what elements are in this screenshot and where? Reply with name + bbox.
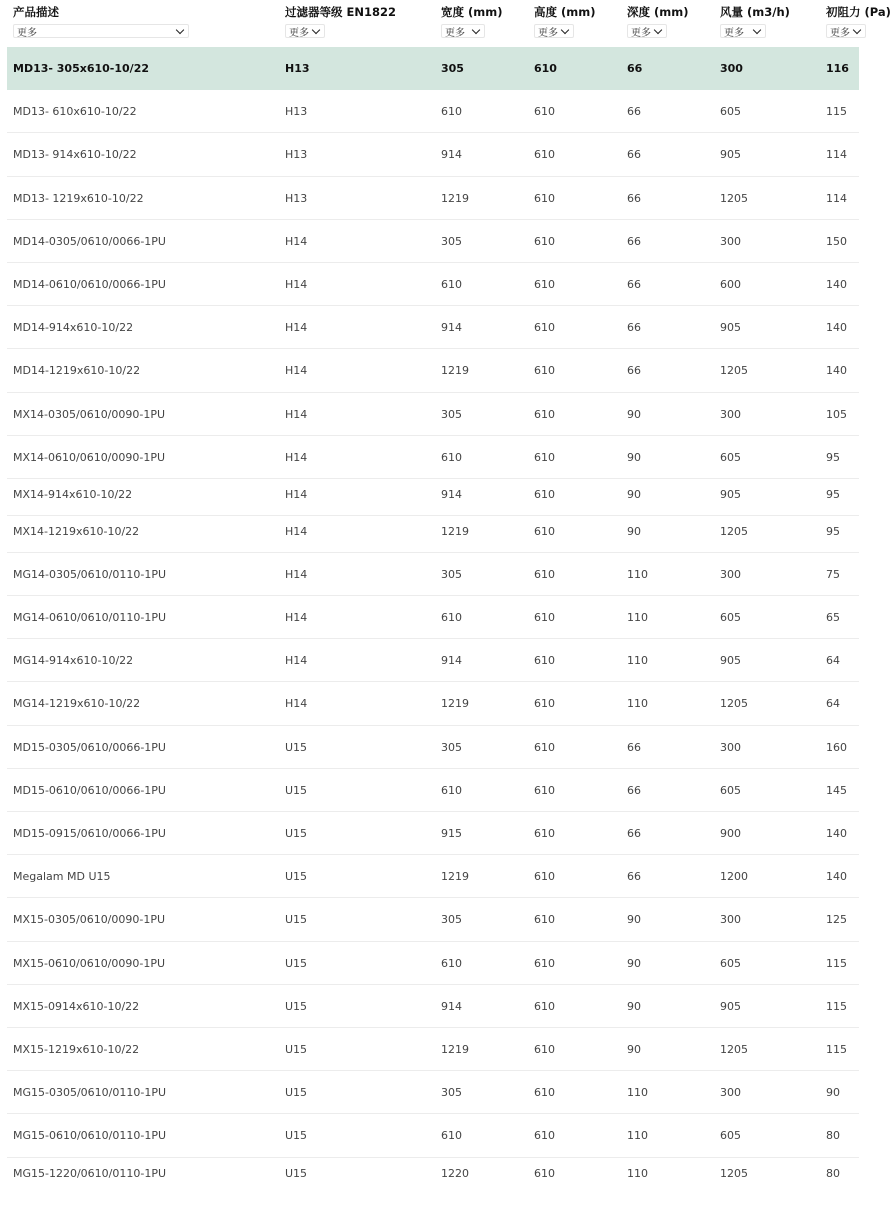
filter-select-resistance[interactable] [826,24,866,38]
resistance-cell: 140 [826,321,847,335]
resistance-cell: 160 [826,740,847,754]
airflow-cell: 1205 [720,697,748,711]
width-cell: 305 [441,407,462,421]
header-initial-resistance [826,4,891,38]
resistance-cell: 125 [826,913,847,927]
height-cell: 610 [534,321,555,335]
product-name-cell: MD13- 1219x610-10/22 [13,191,144,205]
depth-cell: 66 [627,783,641,797]
product-name-cell: MD15-0305/0610/0066-1PU [13,740,166,754]
depth-cell: 110 [627,1166,648,1180]
header-label: 产品描述 [13,5,59,19]
depth-cell: 110 [627,611,648,625]
filter-class-cell: H14 [285,524,308,538]
height-cell: 610 [534,697,555,711]
table-row[interactable] [7,1158,859,1195]
resistance-cell: 115 [826,956,847,970]
product-name-cell: MX15-0305/0610/0090-1PU [13,913,166,927]
height-cell: 610 [534,611,555,625]
table-row[interactable] [7,1114,859,1157]
product-name-cell: MD13- 914x610-10/22 [13,148,137,162]
resistance-cell: 150 [826,234,847,248]
chevron-down-icon [561,25,569,33]
header-label: 过滤器等级 EN1822 [285,5,396,19]
filter-select-width[interactable] [441,24,485,38]
airflow-cell: 300 [720,407,741,421]
depth-cell: 90 [627,450,641,464]
product-name-cell: MX14-1219x610-10/22 [13,524,140,538]
product-name-cell: MG14-0610/0610/0110-1PU [13,611,167,625]
resistance-cell: 140 [826,364,847,378]
depth-cell: 90 [627,407,641,421]
height-cell: 610 [534,654,555,668]
height-cell: 610 [534,913,555,927]
height-cell: 610 [534,364,555,378]
width-cell: 305 [441,1086,462,1100]
airflow-cell: 300 [720,1086,741,1100]
depth-cell: 90 [627,524,641,538]
resistance-cell: 80 [826,1166,840,1180]
product-name-cell: MD14-1219x610-10/22 [13,364,141,378]
header-label: 宽度 (mm) [441,5,503,19]
height-cell: 610 [534,567,555,581]
filter-class-cell: H13 [285,105,308,119]
table-row[interactable] [7,639,859,682]
filter-select-value: 更多 [538,27,558,39]
table-row[interactable] [7,133,859,176]
product-name-cell: MD14-914x610-10/22 [13,321,134,335]
height-cell: 610 [534,450,555,464]
width-cell: 915 [441,827,462,840]
filter-class-cell: U15 [285,1042,308,1056]
product-name-cell: MX15-0914x610-10/22 [13,999,140,1013]
filter-class-cell: H14 [285,407,308,421]
airflow-cell: 905 [720,487,741,501]
resistance-cell: 116 [826,62,849,75]
chevron-down-icon [654,25,662,33]
height-cell: 610 [534,1086,555,1100]
depth-cell: 66 [627,148,641,162]
depth-cell: 66 [627,321,641,335]
width-cell: 1219 [441,1042,469,1056]
product-name-cell: MG15-1220/0610/0110-1PU [13,1166,167,1180]
filter-select-value: 更多 [631,27,651,39]
depth-cell: 66 [627,364,641,378]
width-cell: 305 [441,740,462,754]
airflow-cell: 300 [720,62,743,75]
table-row[interactable] [7,726,859,769]
product-name-cell: MD13- 305x610-10/22 [13,62,149,75]
resistance-cell: 64 [826,654,840,668]
depth-cell: 90 [627,1042,641,1056]
height-cell: 610 [534,1166,555,1180]
depth-cell: 90 [627,913,641,927]
filter-class-cell: H14 [285,697,308,711]
depth-cell: 66 [627,827,641,840]
filter-class-cell: U15 [285,1129,308,1143]
width-cell: 1219 [441,870,469,884]
filter-select-class[interactable] [285,24,325,38]
height-cell: 610 [534,827,555,840]
depth-cell: 66 [627,191,641,205]
header-label: 风量 (m3/h) [720,5,790,19]
filter-select-airflow[interactable] [720,24,766,38]
width-cell: 914 [441,999,462,1013]
width-cell: 610 [441,105,462,119]
width-cell: 914 [441,148,462,162]
filter-class-cell: H14 [285,364,308,378]
resistance-cell: 115 [826,999,847,1013]
header-filter-class [285,4,396,38]
resistance-cell: 140 [826,870,847,884]
airflow-cell: 1205 [720,364,748,378]
table-row[interactable] [7,436,859,479]
depth-cell: 66 [627,62,643,75]
product-name-cell: MX14-0305/0610/0090-1PU [13,407,166,421]
height-cell: 610 [534,191,555,205]
table-row[interactable] [7,682,859,725]
resistance-cell: 90 [826,1086,840,1100]
width-cell: 914 [441,487,462,501]
table-row[interactable] [7,220,859,263]
product-name-cell: MG14-1219x610-10/22 [13,697,141,711]
airflow-cell: 905 [720,654,741,668]
depth-cell: 66 [627,105,641,119]
height-cell: 610 [534,62,557,75]
height-cell: 610 [534,956,555,970]
airflow-cell: 605 [720,105,741,119]
resistance-cell: 75 [826,567,840,581]
height-cell: 610 [534,1129,555,1143]
depth-cell: 90 [627,956,641,970]
resistance-cell: 140 [826,277,847,291]
table-row[interactable] [7,516,859,553]
width-cell: 610 [441,277,462,291]
resistance-cell: 145 [826,783,847,797]
filter-select-height[interactable] [534,24,574,38]
filter-class-cell: H14 [285,277,308,291]
product-name-cell: MG15-0305/0610/0110-1PU [13,1086,167,1100]
filter-class-cell: H14 [285,321,308,335]
width-cell: 914 [441,321,462,335]
product-name-cell: MD13- 610x610-10/22 [13,105,137,119]
filter-select-depth[interactable] [627,24,667,38]
resistance-cell: 114 [826,148,847,162]
filter-class-cell: H14 [285,487,308,501]
height-cell: 610 [534,1042,555,1056]
depth-cell: 110 [627,567,648,581]
airflow-cell: 300 [720,740,741,754]
filter-class-cell: U15 [285,913,308,927]
product-name-cell: MD15-0610/0610/0066-1PU [13,783,166,797]
filter-class-cell: U15 [285,1166,308,1180]
product-name-cell: MD14-0305/0610/0066-1PU [13,234,166,248]
depth-cell: 110 [627,654,648,668]
width-cell: 305 [441,234,462,248]
airflow-cell: 300 [720,913,741,927]
table-row[interactable] [7,942,859,985]
resistance-cell: 115 [826,105,847,119]
airflow-cell: 600 [720,277,741,291]
table-header [0,0,893,46]
header-airflow [720,4,790,38]
product-name-cell: MG14-0305/0610/0110-1PU [13,567,167,581]
table-row[interactable] [7,898,859,941]
width-cell: 914 [441,654,462,668]
header-label: 高度 (mm) [534,5,596,19]
resistance-cell: 64 [826,697,840,711]
airflow-cell: 1205 [720,191,748,205]
airflow-cell: 905 [720,321,741,335]
width-cell: 610 [441,783,462,797]
width-cell: 305 [441,62,464,75]
depth-cell: 110 [627,1129,648,1143]
table-row[interactable] [7,985,859,1028]
filter-class-cell: U15 [285,999,308,1013]
table-row[interactable] [7,855,859,898]
filter-class-cell: H13 [285,191,308,205]
filter-class-cell: H14 [285,234,308,248]
product-name-cell: MG14-914x610-10/22 [13,654,134,668]
resistance-cell: 95 [826,524,840,538]
product-name-cell: MX14-914x610-10/22 [13,487,133,501]
airflow-cell: 605 [720,1129,741,1143]
filter-class-cell: H14 [285,611,308,625]
filter-select-value: 更多 [289,27,309,39]
height-cell: 610 [534,740,555,754]
table-row[interactable] [7,47,859,90]
table-row[interactable] [7,306,859,349]
height-cell: 610 [534,783,555,797]
filter-class-cell: U15 [285,783,308,797]
table-row[interactable] [7,769,859,812]
header-depth [627,4,688,38]
filter-class-cell: U15 [285,827,308,840]
filter-class-cell: H13 [285,62,310,75]
airflow-cell: 1200 [720,870,748,884]
product-name-cell: MX15-1219x610-10/22 [13,1042,140,1056]
product-name-cell: MD14-0610/0610/0066-1PU [13,277,166,291]
resistance-cell: 140 [826,827,847,840]
header-label: 初阻力 (Pa) [826,5,891,19]
airflow-cell: 605 [720,956,741,970]
width-cell: 1219 [441,191,469,205]
depth-cell: 66 [627,234,641,248]
filter-class-cell: H13 [285,148,308,162]
header-height [534,4,595,38]
height-cell: 610 [534,148,555,162]
filter-class-cell: U15 [285,1086,308,1100]
height-cell: 610 [534,234,555,248]
product-name-cell: Megalam MD U15 [13,870,111,884]
table-row[interactable] [7,812,859,855]
height-cell: 610 [534,105,555,119]
chevron-down-icon [853,25,861,33]
airflow-cell: 605 [720,783,741,797]
depth-cell: 110 [627,1086,648,1100]
height-cell: 610 [534,487,555,501]
width-cell: 305 [441,913,462,927]
depth-cell: 90 [627,999,641,1013]
product-name-cell: MX14-0610/0610/0090-1PU [13,450,166,464]
airflow-cell: 605 [720,611,741,625]
chevron-down-icon [176,25,184,33]
resistance-cell: 105 [826,407,847,421]
airflow-cell: 1205 [720,1042,748,1056]
depth-cell: 110 [627,697,648,711]
width-cell: 610 [441,450,462,464]
depth-cell: 66 [627,870,641,884]
depth-cell: 66 [627,277,641,291]
filter-select-value: 更多 [724,27,744,39]
width-cell: 1219 [441,524,469,538]
airflow-cell: 605 [720,450,741,464]
filter-class-cell: U15 [285,956,308,970]
filter-class-cell: U15 [285,740,308,754]
filter-class-cell: H14 [285,654,308,668]
filter-select-value: 更多 [830,27,850,39]
chevron-down-icon [312,25,320,33]
filter-select-value: 更多 [17,27,37,39]
width-cell: 1220 [441,1166,469,1180]
product-name-cell: MD15-0915/0610/0066-1PU [13,827,166,840]
filter-select-value: 更多 [445,27,465,39]
airflow-cell: 300 [720,234,741,248]
resistance-cell: 95 [826,487,840,501]
filter-select-product[interactable] [13,24,189,38]
depth-cell: 90 [627,487,641,501]
airflow-cell: 905 [720,148,741,162]
chevron-down-icon [472,25,480,33]
chevron-down-icon [753,25,761,33]
table-row[interactable] [7,90,859,133]
height-cell: 610 [534,277,555,291]
resistance-cell: 114 [826,191,847,205]
width-cell: 1219 [441,697,469,711]
width-cell: 1219 [441,364,469,378]
table-row[interactable] [7,553,859,596]
airflow-cell: 300 [720,567,741,581]
product-name-cell: MG15-0610/0610/0110-1PU [13,1129,167,1143]
width-cell: 610 [441,1129,462,1143]
header-label: 深度 (mm) [627,5,689,19]
table-row[interactable] [7,596,859,639]
airflow-cell: 900 [720,827,741,840]
filter-class-cell: U15 [285,870,308,884]
height-cell: 610 [534,999,555,1013]
table-row[interactable] [7,393,859,436]
product-table-body [7,47,859,1195]
depth-cell: 66 [627,740,641,754]
table-row[interactable] [7,263,859,306]
filter-class-cell: H14 [285,567,308,581]
resistance-cell: 115 [826,1042,847,1056]
height-cell: 610 [534,870,555,884]
table-row[interactable] [7,349,859,392]
table-row[interactable] [7,479,859,516]
product-name-cell: MX15-0610/0610/0090-1PU [13,956,166,970]
width-cell: 305 [441,567,462,581]
table-row[interactable] [7,1028,859,1071]
width-cell: 610 [441,956,462,970]
airflow-cell: 905 [720,999,741,1013]
height-cell: 610 [534,407,555,421]
width-cell: 610 [441,611,462,625]
table-row[interactable] [7,177,859,220]
height-cell: 610 [534,524,555,538]
airflow-cell: 1205 [720,524,748,538]
resistance-cell: 95 [826,450,840,464]
airflow-cell: 1205 [720,1166,748,1180]
table-row[interactable] [7,1071,859,1114]
header-width [441,4,502,38]
filter-class-cell: H14 [285,450,308,464]
resistance-cell: 65 [826,611,840,625]
header-product-description [13,4,189,38]
resistance-cell: 80 [826,1129,840,1143]
